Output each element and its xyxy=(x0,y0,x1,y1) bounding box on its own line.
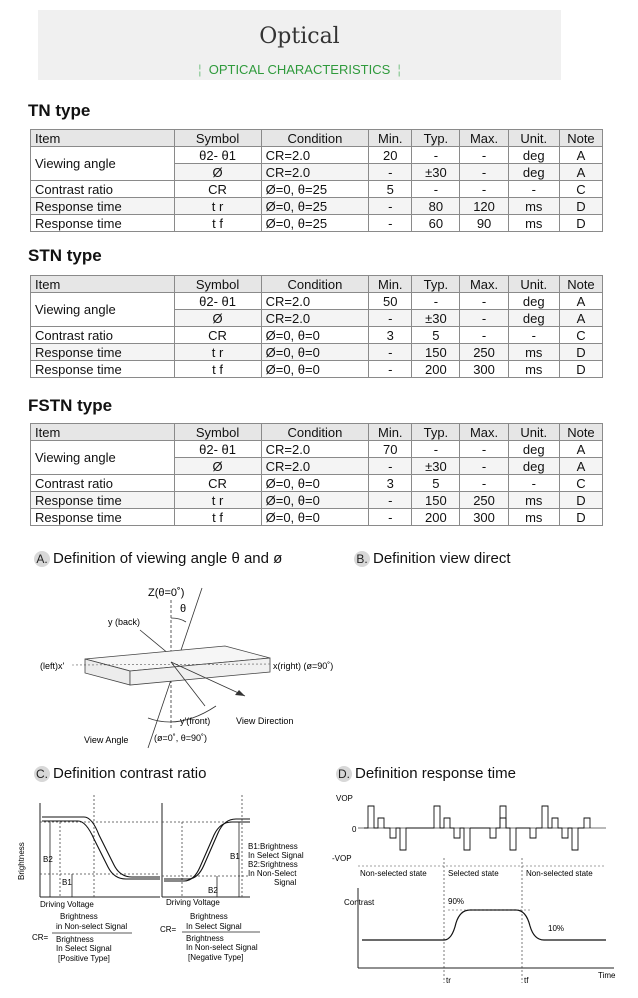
cell-typ: ±30 xyxy=(412,310,460,327)
column-header: Symbol xyxy=(174,276,261,293)
cell-item: Response time xyxy=(31,361,175,378)
cell-item: Viewing angle xyxy=(31,147,175,181)
tn-spec-table xyxy=(30,129,603,232)
column-header: Min. xyxy=(369,424,412,441)
cell-condition: Ø=0, θ=0 xyxy=(261,509,369,526)
section-a-heading: A. Definition of viewing angle θ and ø xyxy=(34,550,282,567)
f1-type: [Positive Type] xyxy=(58,954,110,963)
cell-min: 3 xyxy=(369,475,412,492)
column-header: Symbol xyxy=(174,424,261,441)
column-header: Item xyxy=(31,276,175,293)
table-row xyxy=(31,361,603,378)
cell-max: - xyxy=(460,293,508,310)
f2-type: [Negative Type] xyxy=(188,953,244,962)
negative-b1-label: B1 xyxy=(230,852,240,861)
table-header-row xyxy=(31,424,603,441)
column-header: Max. xyxy=(460,276,508,293)
cell-symbol: CR xyxy=(174,327,261,344)
cell-typ: 60 xyxy=(412,215,460,232)
cell-max: 120 xyxy=(460,198,508,215)
view-angle-label: View Angle xyxy=(84,735,129,745)
column-header: Item xyxy=(31,130,175,147)
cell-typ: 150 xyxy=(412,344,460,361)
table-row xyxy=(31,215,603,232)
section-a-badge: A. xyxy=(34,551,50,567)
cell-symbol: Ø xyxy=(174,458,261,475)
neg-vop-label: -VOP xyxy=(332,854,352,863)
contrast-ratio-diagram xyxy=(14,795,334,995)
y-front-label: y'(front) xyxy=(180,716,211,726)
column-header: Unit. xyxy=(508,276,559,293)
cell-min: - xyxy=(369,344,412,361)
cell-min: - xyxy=(369,361,412,378)
table-row xyxy=(31,344,603,361)
response-time-diagram xyxy=(330,788,630,988)
column-header: Typ. xyxy=(412,130,460,147)
cell-min: - xyxy=(369,310,412,327)
cell-symbol: t r xyxy=(174,344,261,361)
cell-note: A xyxy=(559,164,602,181)
cell-unit: - xyxy=(508,475,559,492)
cell-note: D xyxy=(559,215,602,232)
table-row xyxy=(31,441,603,458)
legend-b2: B2:Srightness xyxy=(248,860,298,869)
cell-note: D xyxy=(559,198,602,215)
cell-item: Viewing angle xyxy=(31,293,175,327)
cell-symbol: t r xyxy=(174,492,261,509)
table-header-row xyxy=(31,276,603,293)
f2-den2: In Non-select Signal xyxy=(186,943,258,952)
theta-arc xyxy=(171,618,186,622)
table-row xyxy=(31,475,603,492)
time-axis-label: Time xyxy=(598,971,616,980)
cell-min: 3 xyxy=(369,327,412,344)
column-header: Item xyxy=(31,424,175,441)
cell-max: 300 xyxy=(460,361,508,378)
cell-note: D xyxy=(559,492,602,509)
f1-den: Brightness xyxy=(56,935,94,944)
negative-curve-upper xyxy=(164,819,250,879)
cell-note: C xyxy=(559,327,602,344)
b1-label: B1 xyxy=(62,878,72,887)
stn-spec-table xyxy=(30,275,603,378)
table-header-row xyxy=(31,130,603,147)
cell-max: - xyxy=(460,458,508,475)
negative-voltage-label: Driving Voltage xyxy=(166,898,220,907)
section-d-heading: D. Definition response time xyxy=(338,765,516,782)
cell-max: - xyxy=(460,310,508,327)
cell-note: C xyxy=(559,181,602,198)
cell-note: D xyxy=(559,361,602,378)
cell-item: Response time xyxy=(31,215,175,232)
cell-max: - xyxy=(460,164,508,181)
brightness-axis-label: Brightness xyxy=(17,842,26,880)
cell-max: - xyxy=(460,147,508,164)
cell-item: Contrast ratio xyxy=(31,475,175,492)
section-c-heading: C. Definition contrast ratio xyxy=(36,765,207,782)
cell-min: - xyxy=(369,492,412,509)
section-b-heading: B. Definition view direct xyxy=(354,550,511,567)
positive-voltage-label: Driving Voltage xyxy=(40,900,94,909)
cell-max: 90 xyxy=(460,215,508,232)
cell-unit: - xyxy=(508,181,559,198)
cell-condition: CR=2.0 xyxy=(261,147,369,164)
cell-condition: Ø=0, θ=0 xyxy=(261,344,369,361)
cell-max: 300 xyxy=(460,509,508,526)
cell-symbol: θ2- θ1 xyxy=(174,441,261,458)
cell-symbol: t r xyxy=(174,198,261,215)
column-header: Condition xyxy=(261,424,369,441)
cell-note: A xyxy=(559,293,602,310)
cell-typ: 80 xyxy=(412,198,460,215)
contrast-curve xyxy=(362,910,606,940)
left-x-label: (left)x' xyxy=(40,661,65,671)
legend-b1-line2: In Select Signal xyxy=(248,851,304,860)
table-row xyxy=(31,198,603,215)
cell-max: 250 xyxy=(460,492,508,509)
cell-condition: CR=2.0 xyxy=(261,458,369,475)
cell-unit: ms xyxy=(508,344,559,361)
fstn-type-title: FSTN type xyxy=(28,396,113,415)
cell-symbol: t f xyxy=(174,361,261,378)
cell-item: Response time xyxy=(31,344,175,361)
section-b-badge: B. xyxy=(354,551,370,567)
cell-condition: Ø=0, θ=0 xyxy=(261,361,369,378)
cell-condition: CR=2.0 xyxy=(261,441,369,458)
cell-condition: CR=2.0 xyxy=(261,164,369,181)
column-header: Typ. xyxy=(412,276,460,293)
cell-min: 70 xyxy=(369,441,412,458)
tr-label: tr xyxy=(446,976,451,985)
cell-typ: 5 xyxy=(412,475,460,492)
f1-top: Brightness xyxy=(60,912,98,921)
cell-note: A xyxy=(559,310,602,327)
cell-item: Response time xyxy=(31,509,175,526)
column-header: Max. xyxy=(460,130,508,147)
cell-symbol: CR xyxy=(174,475,261,492)
selected-label: Selected state xyxy=(448,869,499,878)
cell-unit: ms xyxy=(508,492,559,509)
cell-symbol: θ2- θ1 xyxy=(174,293,261,310)
cell-condition: CR=2.0 xyxy=(261,293,369,310)
cell-note: D xyxy=(559,509,602,526)
non-selected-2-label: Non-selected state xyxy=(526,869,593,878)
cell-condition: Ø=0, θ=25 xyxy=(261,198,369,215)
cell-typ: 200 xyxy=(412,509,460,526)
cell-item: Contrast ratio xyxy=(31,181,175,198)
cell-item: Response time xyxy=(31,198,175,215)
cell-typ: ±30 xyxy=(412,458,460,475)
cell-min: 20 xyxy=(369,147,412,164)
zero-label: 0 xyxy=(352,825,357,834)
cell-min: - xyxy=(369,509,412,526)
cell-unit: deg xyxy=(508,147,559,164)
column-header: Note xyxy=(559,130,602,147)
vop-label: VOP xyxy=(336,794,353,803)
cell-min: - xyxy=(369,458,412,475)
y-back-label: y (back) xyxy=(108,617,141,627)
non-selected-1-label: Non-selected state xyxy=(360,869,427,878)
page-title: Optical xyxy=(259,24,340,49)
column-header: Unit. xyxy=(508,130,559,147)
column-header: Symbol xyxy=(174,130,261,147)
negative-b2-label: B2 xyxy=(208,886,218,895)
cell-item: Contrast ratio xyxy=(31,327,175,344)
cell-symbol: Ø xyxy=(174,310,261,327)
table-row xyxy=(31,509,603,526)
column-header: Note xyxy=(559,276,602,293)
cell-unit: - xyxy=(508,327,559,344)
column-header: Condition xyxy=(261,130,369,147)
cell-condition: Ø=0, θ=0 xyxy=(261,492,369,509)
f2-cr: CR= xyxy=(160,925,177,934)
z-axis-label: Z(θ=0˚) xyxy=(148,587,185,599)
fstn-spec-table xyxy=(30,423,603,526)
cell-min: - xyxy=(369,164,412,181)
cell-condition: Ø=0, θ=0 xyxy=(261,475,369,492)
theta-label: θ xyxy=(180,603,187,615)
column-header: Typ. xyxy=(412,424,460,441)
cell-typ: 150 xyxy=(412,492,460,509)
tn-type-title: TN type xyxy=(28,101,91,120)
legend-b1: B1:Brightness xyxy=(248,842,298,851)
f1-num: in Non-select Signal xyxy=(56,922,128,931)
table-row xyxy=(31,327,603,344)
waveform-selected xyxy=(470,818,536,850)
cell-note: D xyxy=(559,344,602,361)
cell-max: - xyxy=(460,181,508,198)
cell-typ: ±30 xyxy=(412,164,460,181)
cell-min: - xyxy=(369,198,412,215)
column-header: Note xyxy=(559,424,602,441)
p10-label: 10% xyxy=(548,924,565,933)
cell-typ: - xyxy=(412,293,460,310)
legend-b2-line3: Signal xyxy=(274,878,297,887)
table-row xyxy=(31,492,603,509)
section-d-badge: D. xyxy=(338,766,350,781)
cell-condition: CR=2.0 xyxy=(261,310,369,327)
cell-unit: deg xyxy=(508,441,559,458)
stn-type-title: STN type xyxy=(28,246,102,265)
cell-symbol: Ø xyxy=(174,164,261,181)
cell-typ: - xyxy=(412,147,460,164)
section-c-badge: C. xyxy=(36,766,48,781)
f2-num: In Select Signal xyxy=(186,922,242,931)
column-header: Min. xyxy=(369,276,412,293)
cell-unit: deg xyxy=(508,164,559,181)
column-header: Min. xyxy=(369,130,412,147)
p90-label: 90% xyxy=(448,897,465,906)
cell-note: A xyxy=(559,441,602,458)
cell-note: A xyxy=(559,458,602,475)
cell-typ: 5 xyxy=(412,327,460,344)
page-subtitle: ¦ OPTICAL CHARACTERISTICS ¦ xyxy=(198,62,401,77)
cell-typ: - xyxy=(412,181,460,198)
table-row xyxy=(31,293,603,310)
cell-unit: deg xyxy=(508,293,559,310)
cell-typ: 200 xyxy=(412,361,460,378)
f2-den: Brightness xyxy=(186,934,224,943)
cell-unit: ms xyxy=(508,215,559,232)
cell-unit: deg xyxy=(508,310,559,327)
cell-max: - xyxy=(460,327,508,344)
cell-note: C xyxy=(559,475,602,492)
b2-label: B2 xyxy=(43,855,53,864)
column-header: Condition xyxy=(261,276,369,293)
cell-item: Viewing angle xyxy=(31,441,175,475)
angle-values-label: (ø=0˚, θ=90˚) xyxy=(154,733,208,743)
contrast-axis-label: Contrast xyxy=(344,898,375,907)
cell-min: 50 xyxy=(369,293,412,310)
cell-max: - xyxy=(460,475,508,492)
cell-max: - xyxy=(460,441,508,458)
cell-unit: ms xyxy=(508,361,559,378)
cell-min: - xyxy=(369,215,412,232)
table-row xyxy=(31,181,603,198)
cell-unit: ms xyxy=(508,198,559,215)
view-direction-arrow xyxy=(235,690,245,696)
cell-condition: Ø=0, θ=25 xyxy=(261,181,369,198)
cell-symbol: t f xyxy=(174,215,261,232)
viewing-angle-diagram xyxy=(30,578,350,753)
cell-max: 250 xyxy=(460,344,508,361)
view-direction-label: View Direction xyxy=(236,716,294,726)
cell-symbol: t f xyxy=(174,509,261,526)
cell-item: Response time xyxy=(31,492,175,509)
column-header: Max. xyxy=(460,424,508,441)
cell-min: 5 xyxy=(369,181,412,198)
table-row xyxy=(31,147,603,164)
cell-symbol: θ2- θ1 xyxy=(174,147,261,164)
cell-condition: Ø=0, θ=25 xyxy=(261,215,369,232)
cell-condition: Ø=0, θ=0 xyxy=(261,327,369,344)
cell-symbol: CR xyxy=(174,181,261,198)
cell-unit: deg xyxy=(508,458,559,475)
x-right-label: x(right) (ø=90˚) xyxy=(273,661,334,671)
tf-label: tf xyxy=(524,976,529,985)
cell-typ: - xyxy=(412,441,460,458)
f1-cr: CR= xyxy=(32,933,49,942)
f1-den2: In Select Signal xyxy=(56,944,112,953)
column-header: Unit. xyxy=(508,424,559,441)
cell-note: A xyxy=(559,147,602,164)
f2-top: Brightness xyxy=(190,912,228,921)
cell-unit: ms xyxy=(508,509,559,526)
legend-b2-line2: In Non-Select xyxy=(248,869,297,878)
waveform-pulse xyxy=(500,806,506,828)
